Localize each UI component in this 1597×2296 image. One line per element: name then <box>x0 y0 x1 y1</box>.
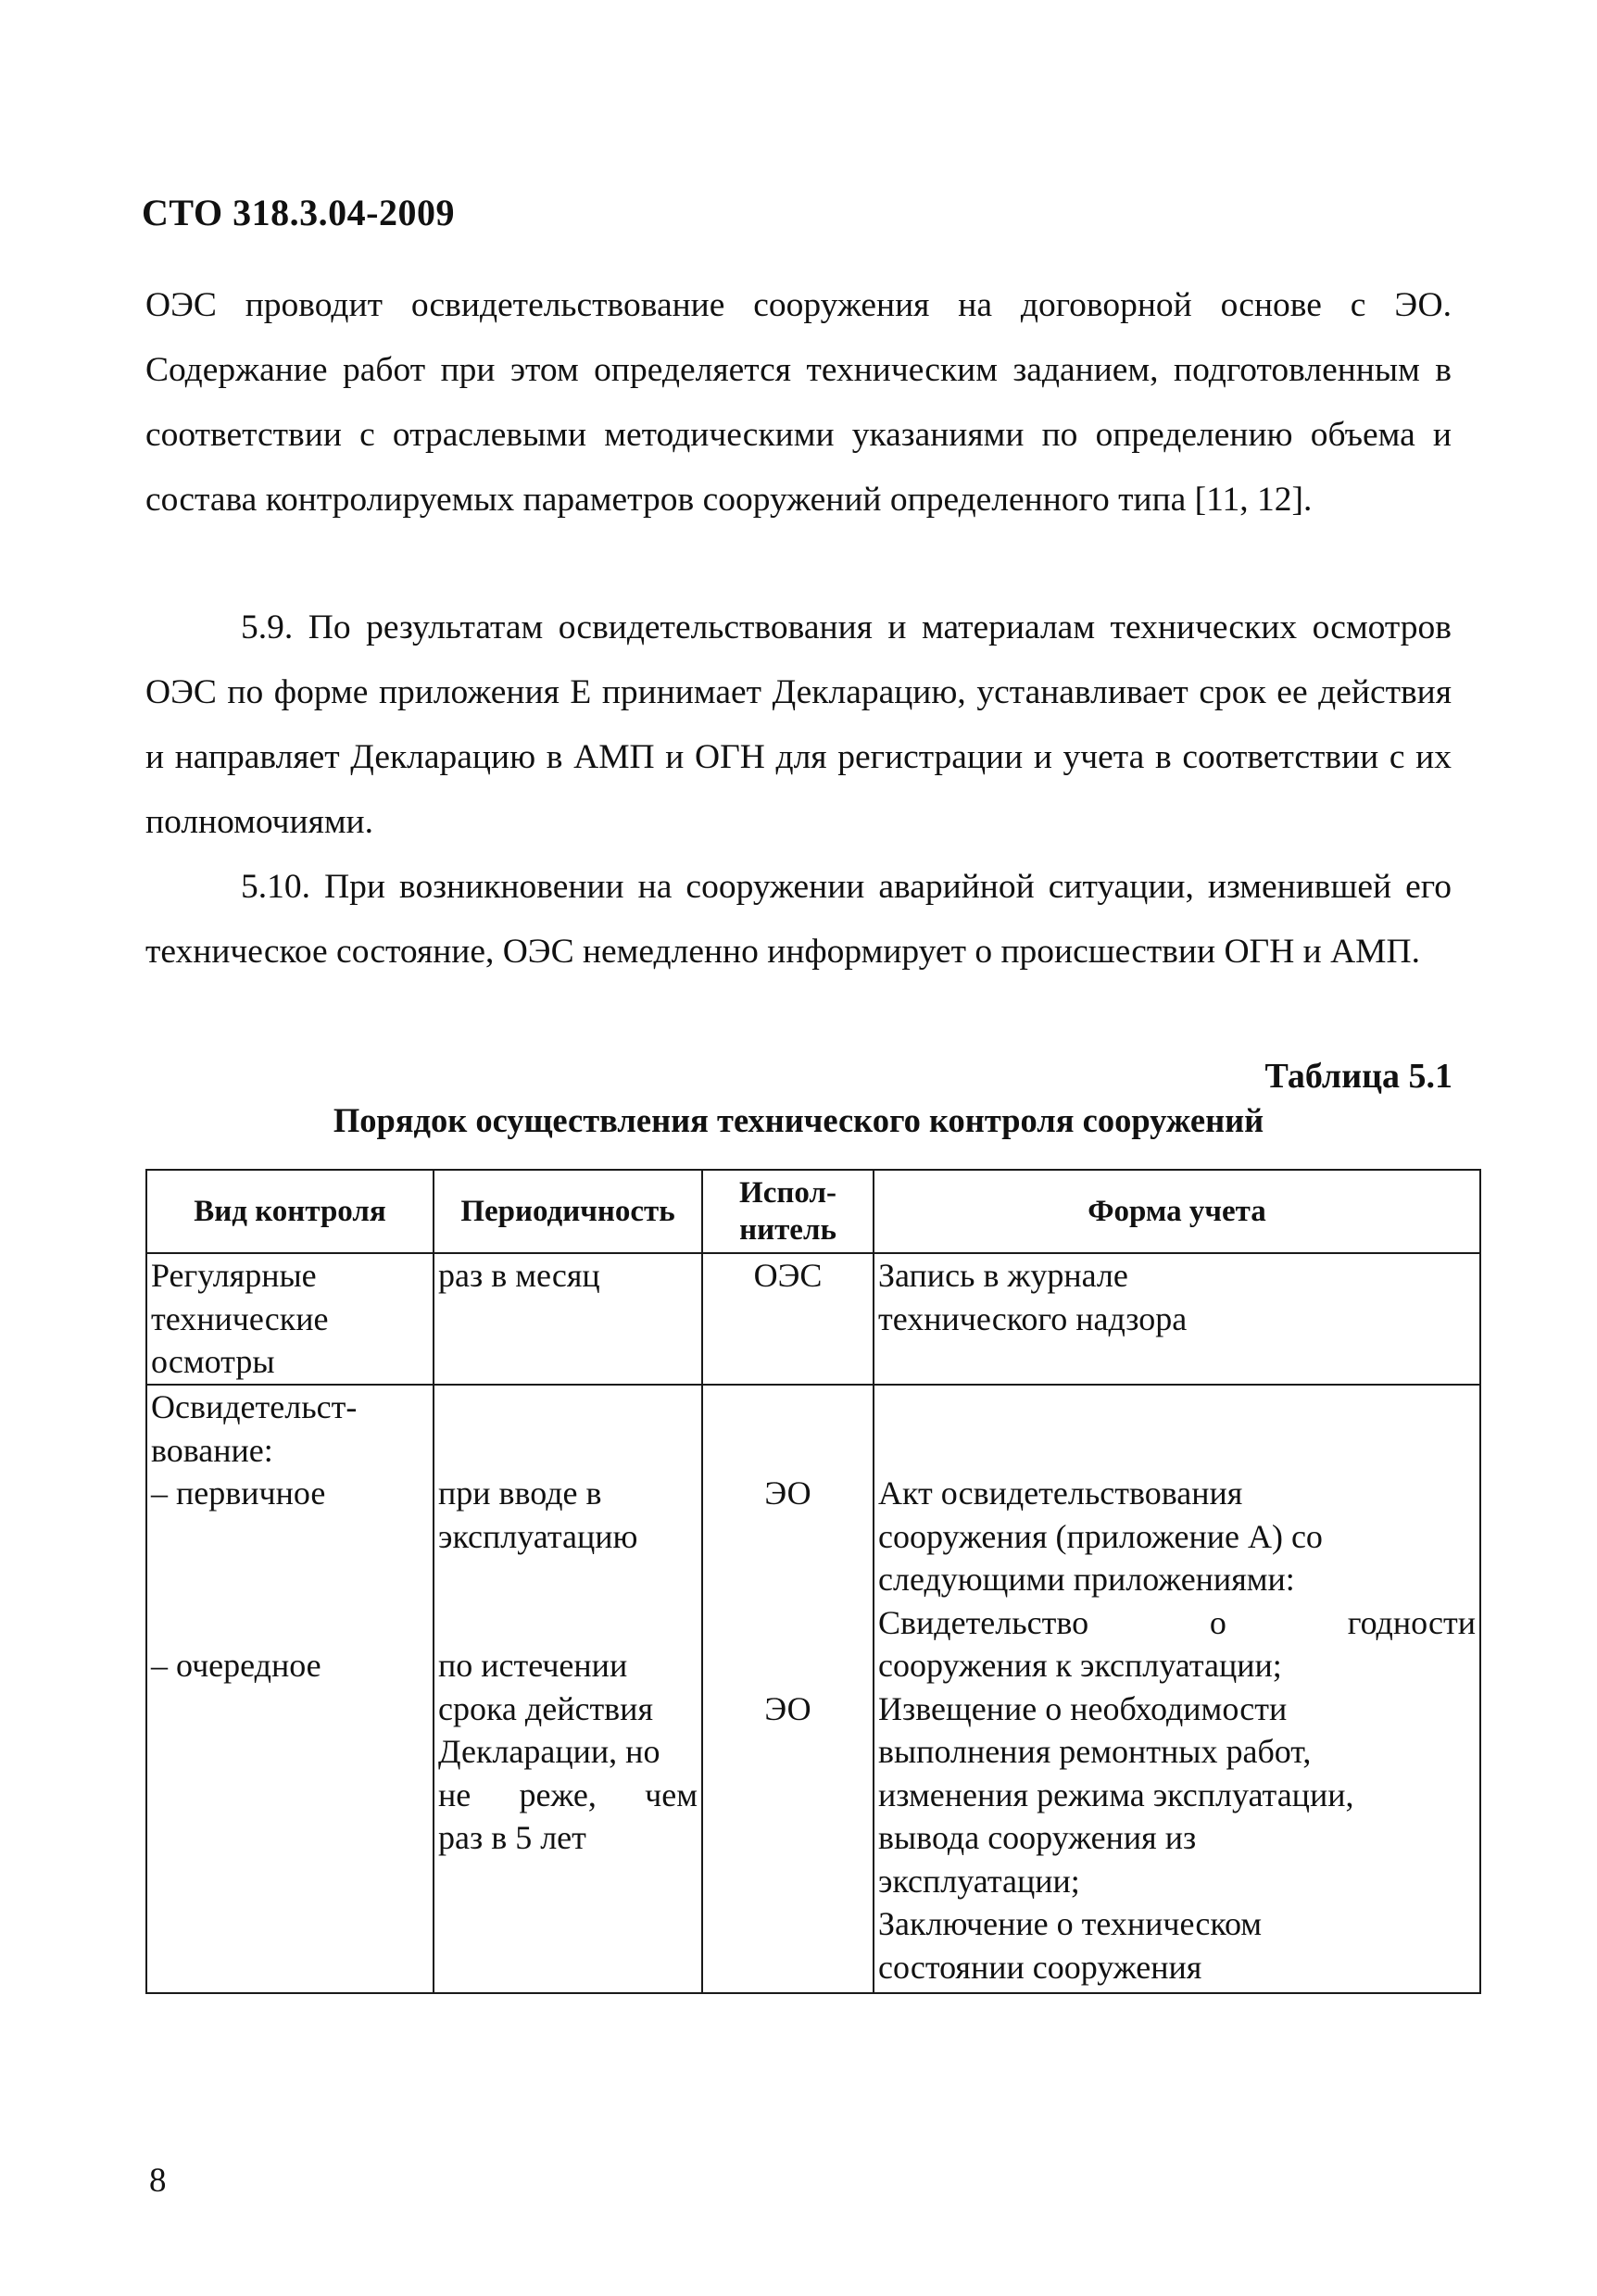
cell-line: Освидетельст- <box>151 1388 358 1425</box>
header-period: Периодичность <box>434 1170 702 1253</box>
paragraph-5-10: 5.10. При возникновении на сооружении аварийной ситуации, изменившей его техническое состояние, ОЭС немедленно информирует о происшествии ОГН и АМП. <box>145 868 1452 971</box>
header-type: Вид контроля <box>146 1170 434 1253</box>
cell-line: вывода сооружения из <box>878 1819 1197 1856</box>
cell-line: Регулярные <box>151 1257 317 1294</box>
page-number: 8 <box>149 2162 167 2200</box>
cell-line: осмотры <box>151 1343 275 1380</box>
paragraph-oes-inspection: ОЭС проводит освидетельствование сооружения на договорной основе с ЭО. Содержание работ при этом определяется техническим заданием, подготовленным в соответствии с отраслевыми методическими указаниями по определению объема и состава контролируемых параметров сооружений определенного типа [11, 12]. <box>145 286 1452 519</box>
cell-line: изменения режима эксплуатации, <box>878 1775 1354 1813</box>
cell-line: Извещение о необходимости <box>878 1689 1288 1727</box>
cell-line: раз в 5 лет <box>438 1819 586 1856</box>
cell-word: о <box>1209 1603 1226 1641</box>
cell-line: при вводе в <box>438 1474 602 1512</box>
cell-justified-line <box>878 1601 1476 1645</box>
cell-line: Декларации, но <box>438 1733 660 1770</box>
cell-line: – первичное <box>151 1474 326 1512</box>
table-number: Таблица 5.1 <box>1264 1057 1452 1096</box>
cell-line: сооружения к эксплуатации; <box>878 1647 1282 1684</box>
cell-line: следующими приложениями: <box>878 1561 1295 1598</box>
cell-line: Акт освидетельствования <box>878 1474 1243 1512</box>
cell-justified-line <box>438 1774 698 1817</box>
cell-line: по истечении <box>438 1647 628 1684</box>
table-row <box>146 1385 1480 1993</box>
cell-word: не <box>438 1775 472 1813</box>
table-title: Порядок осуществления технического контроля сооружений <box>333 1101 1264 1139</box>
header-performer-line: Испол- <box>739 1176 836 1210</box>
paragraph-5-9: 5.9. По результатам освидетельствования и материалам технических осмотров ОЭС по форме приложения Е принимает Декларацию, устанавливает срок ее действия и направляет Декларацию в АМП и ОГН для регистрации и учета в соответствии с их полномочиями. <box>145 609 1452 841</box>
table-row <box>146 1253 1480 1385</box>
cell-performer <box>702 1385 874 1993</box>
cell-line: ЭО <box>764 1689 811 1727</box>
header-performer <box>702 1170 874 1253</box>
cell-word: чем <box>645 1775 698 1813</box>
header-form: Форма учета <box>874 1170 1480 1253</box>
cell-line: сооружения (приложение А) со <box>878 1517 1323 1555</box>
cell-line: вование: <box>151 1431 273 1469</box>
cell-line: срока действия <box>438 1689 653 1727</box>
cell-word: годности <box>1347 1603 1476 1641</box>
document-code: СТО 318.3.04-2009 <box>142 192 455 233</box>
cell-performer: ОЭС <box>702 1253 874 1385</box>
cell-line: выполнения ремонтных работ, <box>878 1733 1312 1770</box>
cell-line: эксплуатацию <box>438 1517 638 1555</box>
cell-line: Заключение о техническом <box>878 1905 1263 1942</box>
cell-word: Свидетельство <box>878 1603 1089 1641</box>
cell-line: ЭО <box>764 1474 811 1512</box>
cell-line: эксплуатации; <box>878 1862 1080 1900</box>
cell-line: технические <box>151 1299 329 1337</box>
cell-period: раз в месяц <box>434 1253 702 1385</box>
cell-form <box>874 1385 1480 1993</box>
control-table <box>145 1169 1481 1994</box>
cell-line: технического надзора <box>878 1299 1188 1337</box>
cell-line: Запись в журнале <box>878 1257 1128 1294</box>
cell-type <box>146 1385 434 1993</box>
cell-form <box>874 1253 1480 1385</box>
table-header-row <box>146 1170 1480 1253</box>
header-performer-line: нитель <box>739 1213 836 1247</box>
cell-type <box>146 1253 434 1385</box>
cell-line: состоянии сооружения <box>878 1948 1202 1986</box>
cell-period <box>434 1385 702 1993</box>
cell-line: – очередное <box>151 1647 321 1684</box>
cell-word: реже, <box>519 1775 597 1813</box>
